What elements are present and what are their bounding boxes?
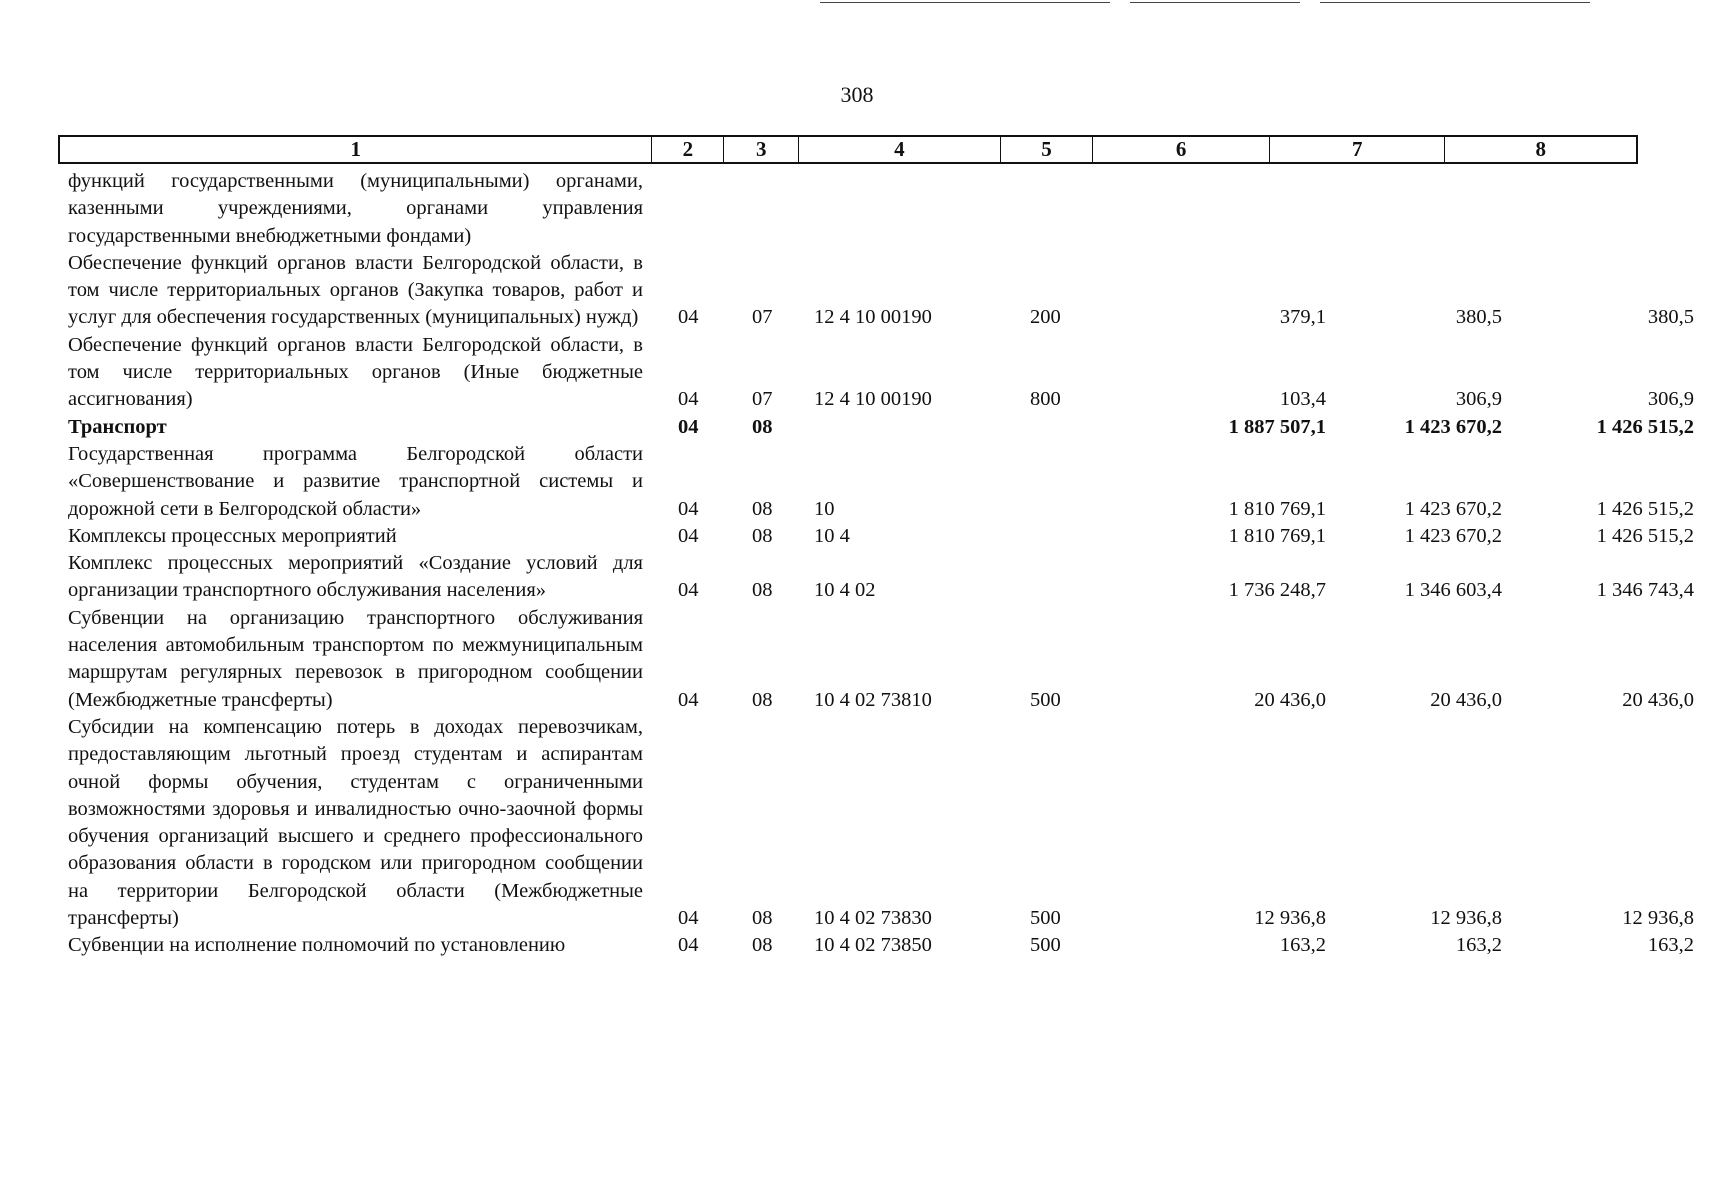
table-row (68, 523, 1694, 550)
target-article-code: 10 4 02 73850 (814, 934, 932, 957)
section-code: 04 (678, 388, 699, 411)
subsection-code: 08 (752, 688, 773, 711)
subsection-code: 08 (752, 934, 773, 957)
amount-col-7: 1 423 670,2 (1404, 524, 1502, 547)
amount-col-6: 103,4 (1279, 388, 1326, 411)
target-article-code: 12 4 10 00190 (814, 306, 932, 329)
section-code: 04 (678, 415, 699, 438)
section-code: 04 (678, 524, 699, 547)
header-col-6: 6 (1093, 137, 1270, 162)
subsection-code: 08 (752, 415, 773, 438)
header-col-3: 3 (724, 137, 799, 162)
amount-col-8: 1 426 515,2 (1596, 524, 1694, 547)
table-row (68, 414, 1694, 441)
amount-col-6: 163,2 (1279, 934, 1326, 957)
amount-col-8: 1 346 743,4 (1596, 579, 1694, 602)
target-article-code: 12 4 10 00190 (814, 388, 932, 411)
target-article-code: 10 4 02 73810 (814, 688, 932, 711)
table-header (58, 135, 1638, 164)
amount-col-8: 1 426 515,2 (1596, 497, 1694, 520)
subsection-code: 08 (752, 907, 773, 930)
scan-top-line (820, 2, 1110, 3)
subsection-code: 08 (752, 579, 773, 602)
table-row (68, 441, 1694, 523)
expense-type-code: 200 (1030, 306, 1061, 329)
subsection-code: 08 (752, 524, 773, 547)
header-col-5: 5 (1001, 137, 1094, 162)
target-article-code: 10 4 (814, 524, 850, 547)
amount-col-6: 12 936,8 (1254, 907, 1326, 930)
amount-col-8: 1 426 515,2 (1596, 415, 1694, 438)
target-article-code: 10 4 02 (814, 579, 876, 602)
section-code: 04 (678, 306, 699, 329)
scan-top-line (1320, 2, 1590, 3)
row-description: функций государственными (муниципальными) органами, казенными учреждениями, органами управления государственными внебюджетными фондами) (68, 170, 643, 247)
header-col-8: 8 (1535, 137, 1546, 161)
amount-col-6: 1 810 769,1 (1228, 497, 1326, 520)
row-description: Обеспечение функций органов власти Белгородской области, в том числе территориальных органов (Закупка товаров, работ и услуг для обеспечения государственных (муниципальных) нужд) (68, 251, 643, 329)
amount-col-8: 306,9 (1647, 388, 1694, 411)
expense-type-code: 500 (1030, 934, 1061, 957)
scan-top-line (1130, 2, 1300, 3)
expense-type-code: 500 (1030, 688, 1061, 711)
row-description: Комплекс процессных мероприятий «Создание условий для организации транспортного обслуживания населения» (68, 552, 643, 602)
header-col-2: 2 (652, 137, 724, 162)
amount-col-7: 20 436,0 (1430, 688, 1502, 711)
page-number: 308 (840, 82, 874, 107)
table-row (68, 168, 1638, 250)
expense-type-code: 500 (1030, 907, 1061, 930)
table-row (68, 714, 1694, 932)
section-code: 04 (678, 907, 699, 930)
table-body (68, 168, 1694, 960)
table-row (68, 550, 1694, 605)
row-description: Комплексы процессных мероприятий (68, 524, 397, 547)
row-description: Субвенции на организацию транспортного обслуживания населения автомобильным транспортом по межмуниципальным маршрутам регулярных перевозок в пригородном сообщении (Межбюджетные трансферты) (68, 606, 643, 711)
subsection-code: 08 (752, 497, 773, 520)
amount-col-7: 1 423 670,2 (1404, 497, 1502, 520)
amount-col-8: 380,5 (1647, 306, 1694, 329)
row-description: Государственная программа Белгородской области «Совершенствование и развитие транспортной системы и дорожной сети в Белгородской области» (68, 442, 643, 520)
header-col-1: 1 (60, 137, 652, 162)
amount-col-7: 1 346 603,4 (1404, 579, 1502, 602)
section-code: 04 (678, 497, 699, 520)
row-description: Субвенции на исполнение полномочий по установлению (68, 934, 566, 957)
amount-col-7: 380,5 (1455, 306, 1502, 329)
section-code: 04 (678, 934, 699, 957)
amount-col-6: 1 736 248,7 (1228, 579, 1326, 602)
amount-col-8: 12 936,8 (1622, 907, 1694, 930)
section-code: 04 (678, 579, 699, 602)
table-row (68, 932, 1694, 959)
amount-col-7: 12 936,8 (1430, 907, 1502, 930)
amount-col-6: 1 887 507,1 (1228, 415, 1326, 438)
header-col-4: 4 (799, 137, 1000, 162)
amount-col-8: 163,2 (1647, 934, 1694, 957)
target-article-code: 10 (814, 497, 835, 520)
target-article-code: 10 4 02 73830 (814, 907, 932, 930)
section-code: 04 (678, 688, 699, 711)
subsection-code: 07 (752, 306, 773, 329)
table-row (68, 605, 1694, 714)
amount-col-6: 1 810 769,1 (1228, 524, 1326, 547)
table-row (68, 332, 1694, 414)
amount-col-6: 20 436,0 (1254, 688, 1326, 711)
row-description: Субсидии на компенсацию потерь в доходах перевозчикам, предоставляющим льготный проезд студентам и аспирантам очной формы обучения, студентам с ограниченными возможностями здоровья и инвалидностью очно-заочной формы обучения организаций высшего и среднего профессионального образования области в городском или пригородном сообщении на территории Белгородской области (Межбюджетные трансферты) (68, 715, 643, 930)
amount-col-7: 1 423 670,2 (1404, 415, 1502, 438)
header-col-7: 7 (1270, 137, 1446, 162)
expense-type-code: 800 (1030, 388, 1061, 411)
row-description: Обеспечение функций органов власти Белгородской области, в том числе территориальных органов (Иные бюджетные ассигнования) (68, 333, 643, 411)
table-row (68, 250, 1694, 332)
amount-col-7: 163,2 (1455, 934, 1502, 957)
amount-col-6: 379,1 (1279, 306, 1326, 329)
row-description: Транспорт (68, 415, 167, 438)
amount-col-7: 306,9 (1455, 388, 1502, 411)
amount-col-8: 20 436,0 (1622, 688, 1694, 711)
subsection-code: 07 (752, 388, 773, 411)
